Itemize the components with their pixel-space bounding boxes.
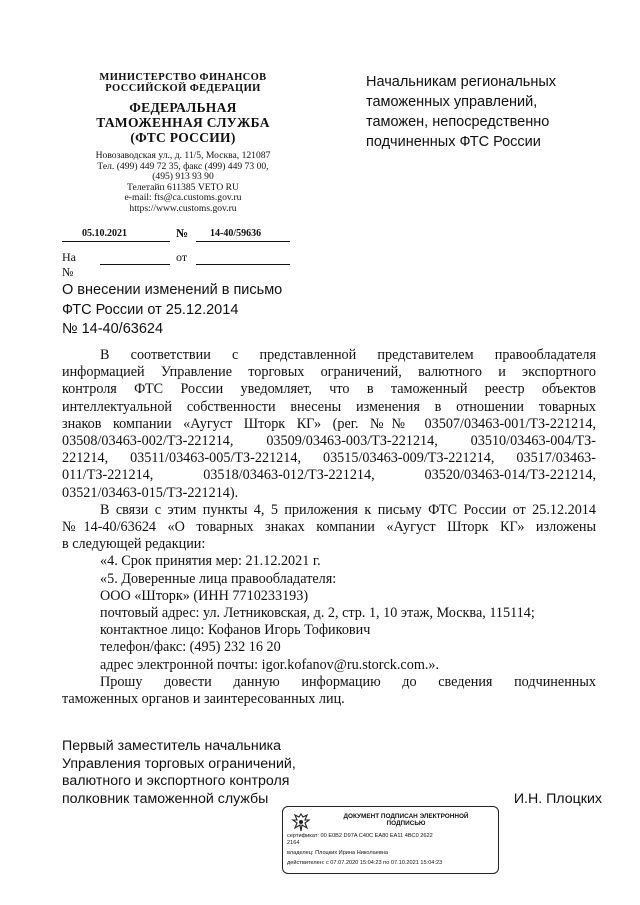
stamp-certificate: сертификат: 00 E0B2 D97A C40C EA80 EA11 4BC0 2622 — [287, 833, 433, 839]
paragraph-notification: В соответствии с представленной представителем правообладателя информацией Управление торговых ограничений, валютного и экспортного контроля ФТС России уведомляет, что в таможенный реестр объектов интеллектуальной собственности внесены изменения в отношении товарных знаков компании «Аугуст Шторк КГ» (рег. №№ 03507/03463-001/ТЗ-221214, 03508/03463-002/ТЗ-221214, 03509/03463-003/ТЗ-221214, 03510/03463-004/ТЗ- 221214, 03511/03463-005/ТЗ-221214, 03515/03463-009/ТЗ-221214, 03517/03463- 011/ТЗ-221214, 03518/03463-012/ТЗ-221214, 03520/03463-014/ТЗ-221214, 03521/03463-015/ТЗ-221214). — [62, 347, 596, 501]
trustee-company: ООО «Шторк» (ИНН 7710233193) — [100, 587, 309, 604]
eagle-emblem-icon — [289, 811, 313, 835]
signer-name: И.Н. Плоцких — [513, 790, 602, 807]
quoted-items — [62, 553, 596, 673]
trustee-contact-person: контактное лицо: Кофанов Игорь Тофикович — [100, 622, 371, 639]
signature-block — [62, 738, 602, 808]
item-4-term: «4. Срок принятия мер: 21.12.2021 г. — [100, 553, 321, 570]
trustee-email: адрес электронной почты: igor.kofanov@ru.storck.com.». — [100, 656, 440, 673]
stamp-certificate-cont: 2164 — [287, 840, 300, 846]
stamp-validity: действителен: с 07.07.2020 15:04:23 по 07.10.2021 15:04:23 — [287, 860, 443, 866]
trustee-phone: телефон/факс: (495) 232 16 20 — [100, 639, 281, 656]
ministry-name: МИНИСТЕРСТВО ФИНАНСОВ РОССИЙСКОЙ ФЕДЕРАЦИИ — [99, 72, 267, 94]
teletype-line: Телетайп 611385 VETO RU — [127, 181, 239, 193]
trustee-postal-address: почтовый адрес: ул. Летниковская, д. 2, стр. 1, 10 этаж, Москва, 115114; — [100, 605, 535, 622]
reg-date-cell — [62, 228, 170, 242]
item-5-trustees: «5. Доверенные лица правообладателя: — [100, 570, 337, 587]
letterhead — [58, 72, 308, 215]
electronic-signature-stamp — [282, 806, 499, 874]
paragraph-amendment: В связи с этим пункты 4, 5 приложения к письму ФТС России от 25.12.2014 №14-40/63624 «О товарных знаках компании «Аугуст Шторк КГ» изложены в следующей редакции: — [62, 501, 596, 553]
addressee-block: Начальникам региональных таможенных управлений, таможен, непосредственно подчиненных ФТС России — [366, 74, 557, 150]
service-name: ФЕДЕРАЛЬНАЯ ТАМОЖЕННАЯ СЛУЖБА (ФТС РОССИИ) — [96, 100, 270, 145]
ref-date-blank — [196, 250, 290, 265]
email-line: e-mail: fts@ca.customs.gov.ru — [124, 192, 242, 204]
stamp-owner: владелец: Плоцких Ирина Николаевна — [287, 850, 389, 856]
reg-number: 14-40/59636 — [210, 228, 262, 239]
address-line: Новозаводская ул., д. 11/5, Москва, 121087 — [95, 150, 271, 161]
reg-number-cell — [196, 228, 290, 242]
letter-body — [62, 347, 596, 708]
reg-number-sign: № — [176, 226, 189, 240]
phone-line: Тел. (499) 449 72 35, факс (499) 449 73 00, — [97, 160, 269, 172]
ref-number-blank — [100, 250, 170, 265]
contacts-block — [58, 151, 308, 215]
paragraph-request: Прошу довести данную информацию до сведения подчиненных таможенных органов и заинтересованных лиц. — [62, 673, 596, 708]
letter-subject: О внесении изменений в письмо ФТС России от 25.12.2014 № 14-40/63624 — [62, 282, 283, 337]
phone-line-2: (495) 913 93 90 — [152, 171, 214, 183]
ref-from-label: от — [176, 250, 188, 264]
website-line: https://www.customs.gov.ru — [129, 202, 237, 214]
signer-position: Первый заместитель начальника Управления торговых ограничений, валютного и экспортного контроля полковник таможенной службы — [62, 738, 296, 807]
reg-date: 05.10.2021 — [82, 228, 127, 239]
stamp-title: ДОКУМЕНТ ПОДПИСАН ЭЛЕКТРОННОЙ ПОДПИСЬЮ — [343, 813, 469, 828]
ref-label: На № — [62, 250, 76, 279]
